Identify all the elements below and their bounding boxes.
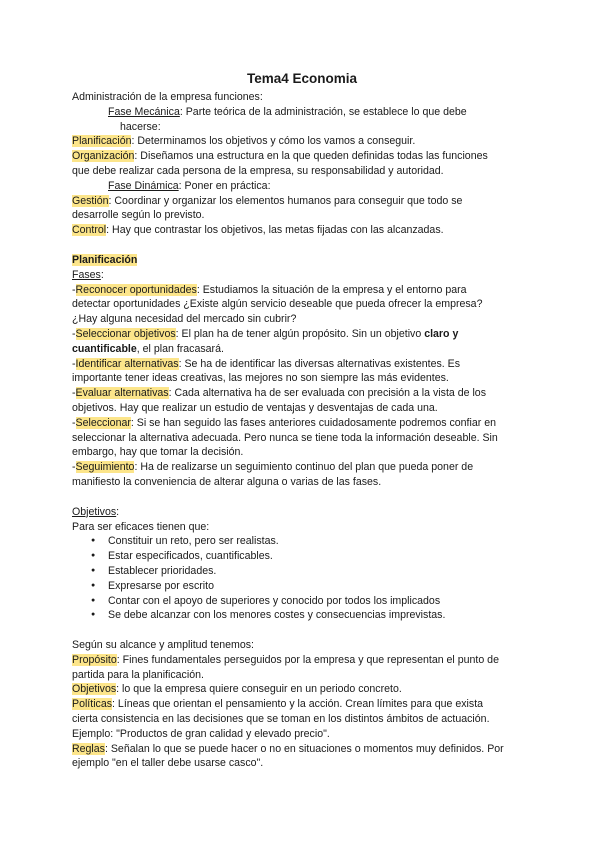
fase-evaluar-l2: objetivos. Hay que realizar un estudio de ventajas y desventajas de cada una. [72, 401, 438, 414]
list-item: ● Contar con el apoyo de superiores y conocido por todos los implicados [108, 594, 532, 609]
document-page [72, 70, 532, 771]
reglas-def: Reglas: Señalan lo que se puede hacer o no en situaciones o momentos muy definidos. Por [72, 742, 504, 755]
objetivos-intro: Para ser eficaces tienen que: [72, 520, 210, 533]
organizacion-cont: que debe realizar cada persona de la empresa, su responsabilidad y autoridad. [72, 164, 444, 177]
planificacion-heading: Planificación [72, 253, 138, 266]
list-item: ● Constituir un reto, pero ser realistas. [108, 534, 532, 549]
fase-seleccionar-objetivos: -Seleccionar objetivos: El plan ha de tener algún propósito. Sin un objetivo claro y [72, 327, 459, 340]
fase-identificar-l2: importante tener ideas creativas, las mejores no son siempre las más evidentes. [72, 372, 449, 385]
list-item: ● Establecer prioridades. [108, 564, 532, 579]
proposito-l2: partida para la planificación. [72, 668, 204, 681]
fase-mecanica: Fase Mecánica: Parte teórica de la administración, se establece lo que debe [108, 105, 467, 118]
reglas-l2: ejemplo "en el taller debe usarse casco". [72, 757, 264, 770]
fase-seguimiento-l2: manifiesto la conveniencia de alterar alguna o varias de las fases. [72, 475, 382, 488]
fase-seleccionar-objetivos-l2: cuantificable, el plan fracasará. [72, 342, 224, 355]
fases-label: Fases: [72, 268, 104, 281]
fase-seleccionar: -Seleccionar: Si se han seguido las fases anteriores cuidadosamente podremos confiar en [72, 416, 497, 429]
fase-seguimiento: -Seguimiento: Ha de realizarse un seguimiento continuo del plan que pueda poner de [72, 461, 474, 474]
politicas-l3: Ejemplo: "Productos de gran calidad y elevado precio". [72, 727, 330, 740]
organizacion-def: Organización: Diseñamos una estructura en la que queden definidas todas las funciones [72, 150, 488, 163]
list-item: ● Se debe alcanzar con los menores costes y consecuencias imprevistas. [108, 608, 532, 623]
fase-reconocer-l3: ¿Hay alguna necesidad del mercado sin cubrir? [72, 313, 297, 326]
intro-line: Administración de la empresa funciones: [72, 91, 263, 103]
objetivos-def: Objetivos: lo que la empresa quiere conseguir en un periodo concreto. [72, 683, 402, 696]
fase-dinamica: Fase Dinámica: Poner en práctica: [108, 179, 271, 192]
objetivos-list [72, 534, 532, 623]
list-item: ● Estar especificados, cuantificables. [108, 549, 532, 564]
gestion-cont: desarrolle según lo previsto. [72, 209, 205, 222]
fase-reconocer-l2: detectar oportunidades ¿Existe algún servicio deseable que pueda ofrecer la empresa? [72, 298, 483, 311]
fase-identificar: -Identificar alternativas: Se ha de identificar las diversas alternativas existentes. Es [72, 357, 461, 370]
planificacion-def: Planificación: Determinamos los objetivos y cómo los vamos a conseguir. [72, 135, 416, 148]
alcance-intro: Según su alcance y amplitud tenemos: [72, 639, 254, 652]
page-title: Tema4 Economia [246, 71, 358, 86]
fase-seleccionar-l3: embargo, hay que tomar la decisión. [72, 446, 244, 459]
control-def: Control: Hay que contrastar los objetivos, las metas fijadas con las alcanzadas. [72, 224, 444, 237]
objetivos-label: Objetivos: [72, 505, 120, 518]
proposito-def: Propósito: Fines fundamentales perseguidos por la empresa y que representan el punto de [72, 653, 499, 666]
politicas-l2: cierta consistencia en las decisiones que se toman en los distintos ámbitos de actuación. [72, 713, 490, 726]
fase-reconocer: -Reconocer oportunidades: Estudiamos la situación de la empresa y el entorno para [72, 283, 467, 296]
gestion-def: Gestión: Coordinar y organizar los elementos humanos para conseguir que todo se [72, 194, 463, 207]
fase-evaluar: -Evaluar alternativas: Cada alternativa ha de ser evaluada con precisión a la vista de los [72, 387, 486, 400]
fase-seleccionar-l2: seleccionar la alternativa adecuada. Pero nunca se tiene toda la información deseable. Sin [72, 431, 498, 444]
politicas-def: Políticas: Líneas que orientan el pensamiento y la acción. Crean límites para que exista [72, 698, 484, 711]
list-item: ● Expresarse por escrito [108, 579, 532, 594]
fase-mecanica-cont: hacerse: [120, 120, 161, 133]
